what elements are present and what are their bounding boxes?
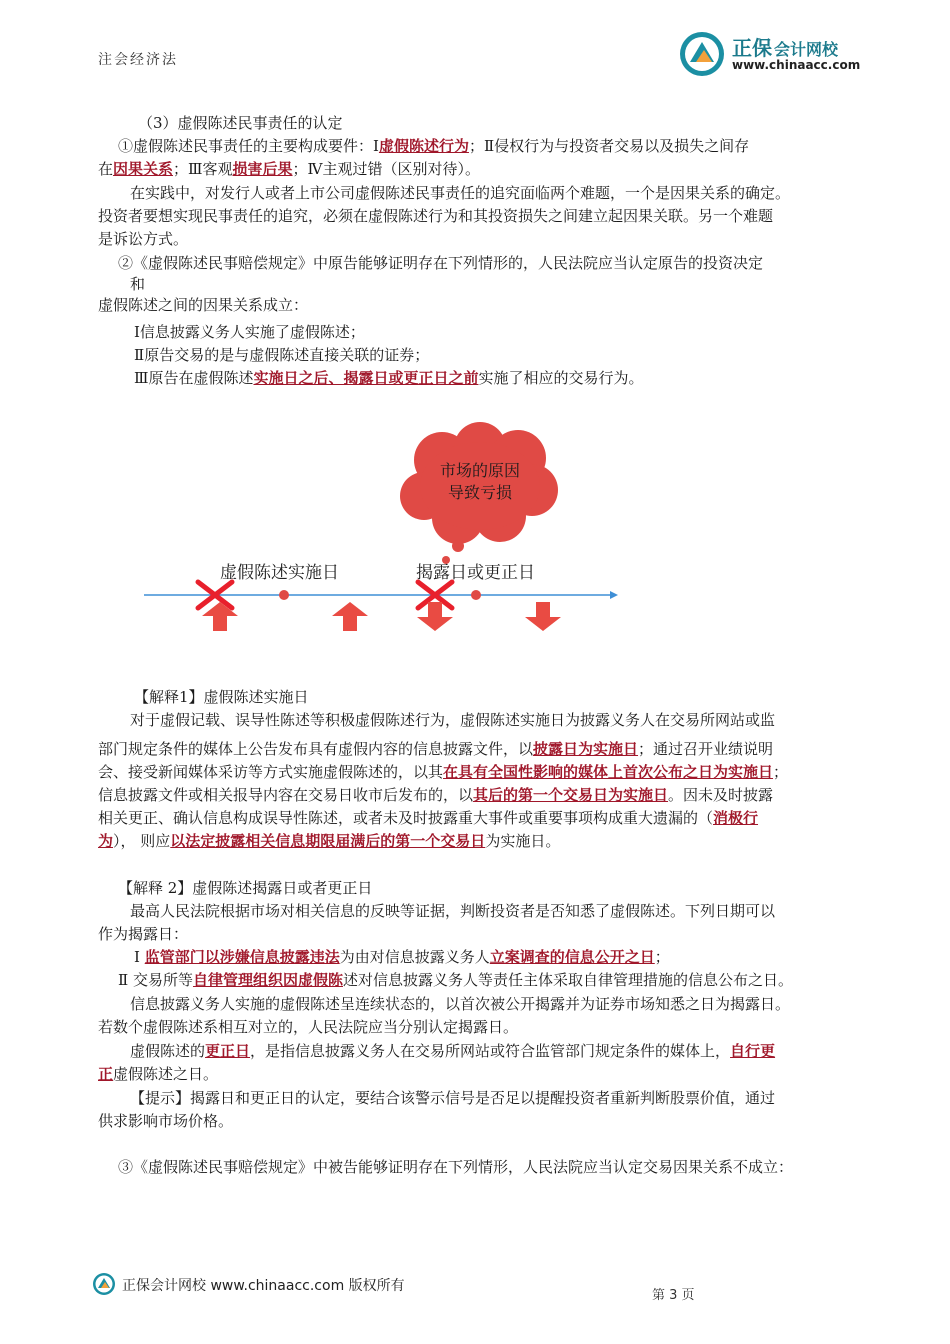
timeline-dot bbox=[471, 590, 481, 600]
explain1-line0: 对于虚假记载、误导性陈述等积极虚假陈述行为，虚假陈述实施日为披露义务人在交易所网站或监 bbox=[130, 711, 776, 729]
explain2-para2-a: 信息披露义务人实施的虚假陈述呈连续状态的，以首次被公开揭露并为证券市场知悉之日为揭露日。 bbox=[130, 995, 791, 1013]
explain2-para3-a: 虚假陈述的更正日，是指信息披露义务人在交易所网站或符合监管部门规定条件的媒体上，自行更 bbox=[130, 1042, 776, 1060]
para-causation-1: ②《虚假陈述民事赔偿规定》中原告能够证明存在下列情形的，人民法院应当认定原告的投资决定 bbox=[118, 254, 764, 272]
explain1-line2: 会、接受新闻媒体采访等方式实施虚假陈述的，以其在具有全国性影响的媒体上首次公布之日为实施日； bbox=[98, 763, 789, 781]
list-item-2: Ⅱ原告交易的是与虚假陈述直接关联的证券； bbox=[134, 346, 430, 364]
footer-copyright: 正保会计网校 www.chinaacc.com 版权所有 bbox=[122, 1278, 405, 1294]
arrow-down-icon bbox=[525, 602, 561, 631]
explain2-item2: Ⅱ 交易所等自律管理组织因虚假陈述对信息披露义务人等责任主体采取自律管理措施的信息公布之日。 bbox=[118, 971, 793, 989]
explain1-title: 【解释1】虚假陈述实施日 bbox=[134, 688, 309, 706]
header-logo[interactable] bbox=[678, 28, 868, 80]
para-elements: ①虚假陈述民事责任的主要构成要件：Ⅰ虚假陈述行为；Ⅱ侵权行为与投资者交易以及损失之间存 bbox=[118, 137, 750, 155]
axis-arrowhead-icon bbox=[610, 591, 618, 599]
explain1-line3: 信息披露文件或相关报导内容在交易日收市后发布的，以其后的第一个交易日为实施日。因未及时披露 bbox=[98, 786, 774, 804]
para-practice-1: 在实践中，对发行人或者上市公司虚假陈述民事责任的追究面临两个难题，一个是因果关系的确定。 bbox=[130, 184, 791, 202]
para-defendant: ③《虚假陈述民事赔偿规定》中被告能够证明存在下列情形，人民法院应当认定交易因果关系不成立： bbox=[118, 1158, 794, 1176]
explain1-line5: 为）， 则应以法定披露相关信息期限届满后的第一个交易日为实施日。 bbox=[98, 832, 561, 850]
explain2-para1-a: 最高人民法院根据市场对相关信息的反映等证据，判断投资者是否知悉了虚假陈述。下列日期可以 bbox=[130, 902, 776, 920]
arrow-up-icon bbox=[332, 602, 368, 631]
cloud-text: 市场的原因 导致亏损 bbox=[439, 461, 520, 502]
para-causation-2: 和 bbox=[130, 275, 146, 293]
explain2-item1: Ⅰ 监管部门以涉嫌信息披露违法为由对信息披露义务人立案调查的信息公开之日； bbox=[134, 948, 670, 966]
list-item-3: Ⅲ原告在虚假陈述实施日之后、揭露日或更正日之前实施了相应的交易行为。 bbox=[134, 369, 644, 387]
explain2-para1-b: 作为揭露日： bbox=[98, 925, 189, 943]
footer-page-number: 第 3 页 bbox=[652, 1288, 695, 1303]
explain2-para3-b: 正虚假陈述之日。 bbox=[98, 1065, 219, 1083]
tip-line-2: 供求影响市场价格。 bbox=[98, 1112, 234, 1130]
top-left-title: 注会经济法 bbox=[98, 52, 178, 68]
label-implementation-date: 虚假陈述实施日 bbox=[220, 563, 339, 583]
timeline-dot bbox=[279, 590, 289, 600]
logo-icon bbox=[678, 30, 726, 78]
para-causation-3: 虚假陈述之间的因果关系成立： bbox=[98, 296, 309, 314]
timeline-diagram bbox=[140, 418, 640, 648]
label-disclosure-date: 揭露日或更正日 bbox=[416, 563, 535, 583]
explain2-para2-b: 若数个虚假陈述系相互对立的，人民法院应当分别认定揭露日。 bbox=[98, 1018, 519, 1036]
footer bbox=[92, 1270, 892, 1303]
logo-url: www.chinaacc.com bbox=[732, 58, 861, 72]
explain1-line1: 部门规定条件的媒体上公告发布具有虚假内容的信息披露文件，以披露日为实施日；通过召开业绩说明 bbox=[98, 740, 774, 758]
para-practice-2: 投资者要想实现民事责任的追究，必须在虚假陈述行为和其投资损失之间建立起因果关联。另一个难题 bbox=[98, 207, 774, 225]
logo-brand: 正保 bbox=[732, 36, 772, 60]
section-heading: （3）虚假陈述民事责任的认定 bbox=[138, 114, 343, 132]
para-elements-cont: 在因果关系；Ⅲ客观损害后果；Ⅳ主观过错（区别对待）。 bbox=[98, 160, 481, 178]
footer-logo-icon bbox=[92, 1272, 116, 1296]
explain2-title: 【解释 2】虚假陈述揭露日或者更正日 bbox=[118, 879, 373, 897]
logo-name: 会计网校 bbox=[774, 40, 839, 59]
explain1-line4: 相关更正、确认信息构成误导性陈述，或者未及时披露重大事件或重要事项构成重大遗漏的（消极行 bbox=[98, 809, 759, 827]
para-practice-3: 是诉讼方式。 bbox=[98, 230, 189, 248]
tip-line-1: 【提示】揭露日和更正日的认定，要结合该警示信号是否足以提醒投资者重新判断股票价值，通过 bbox=[130, 1089, 776, 1107]
list-item-1: Ⅰ信息披露义务人实施了虚假陈述； bbox=[134, 323, 365, 341]
